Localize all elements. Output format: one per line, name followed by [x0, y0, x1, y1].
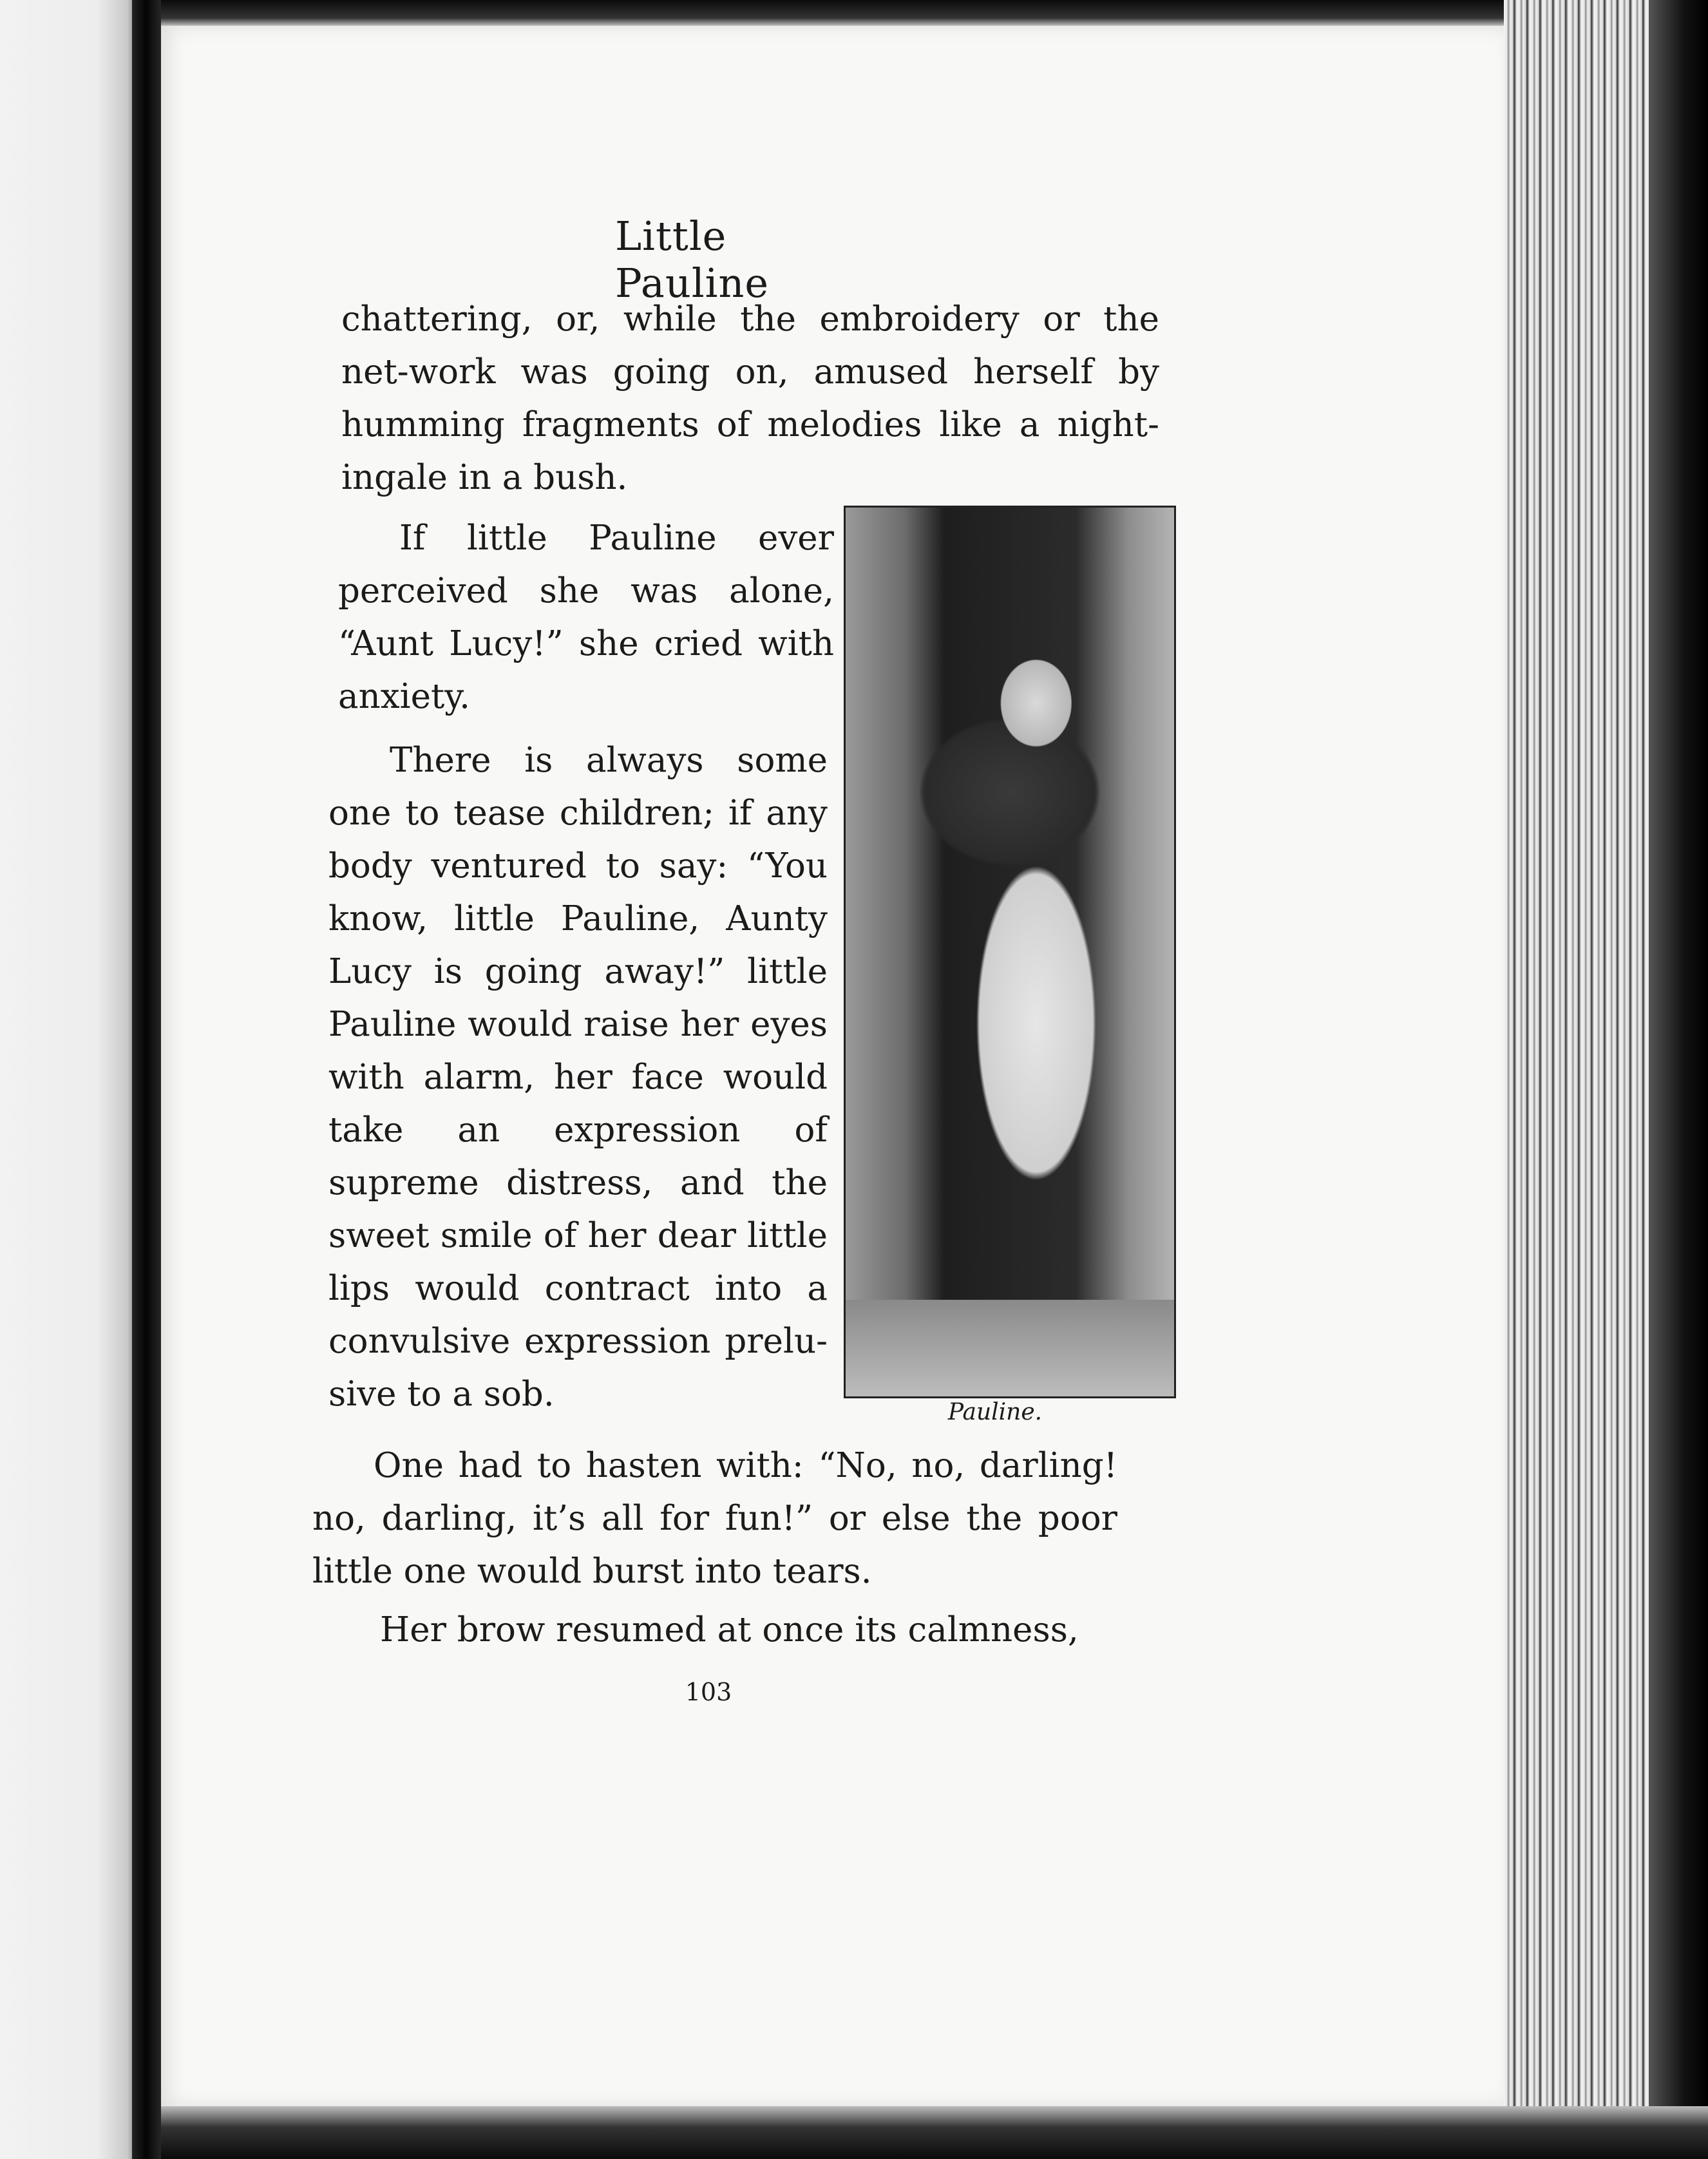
cover-edge: [1649, 0, 1708, 2159]
pauline-photograph: [844, 506, 1176, 1398]
paragraph-5: Her brow resumed at once its calmness,: [380, 1610, 1079, 1650]
top-shadow: [161, 0, 1708, 26]
page-number: 103: [685, 1678, 732, 1706]
running-head: Little Pauline: [615, 213, 770, 307]
book-gutter: [132, 0, 163, 2159]
paragraph-4: One had to hasten with: “No, no, darling! no, darling, it’s all for fun!” or else the poor little one would burst into tears.: [312, 1446, 1117, 1591]
photo-floor: [846, 1300, 1174, 1396]
paragraph-2: If little Pauline ever perceived she was alone, “Aunt Lucy!” she cried with anxiety.: [338, 518, 834, 716]
facing-page: [0, 0, 138, 2159]
paragraph-3: There is always some one to tease children; if any body ventured to say: “You know, little Pauline, Aunty Lucy is going away!” little Pauline would raise her eyes with alarm, her face would take an expression of supreme distress, and the sweet smile of her dear little lips would contract into a convulsive expression prelu-sive to a sob.: [328, 741, 828, 1414]
photo-caption: Pauline.: [947, 1399, 1043, 1425]
paragraph-1: chattering, or, while the embroidery or the net-work was going on, amused herself by humming fragments of melodies like a night-ingale in a bush.: [341, 300, 1159, 497]
bottom-shadow: [161, 2106, 1708, 2159]
